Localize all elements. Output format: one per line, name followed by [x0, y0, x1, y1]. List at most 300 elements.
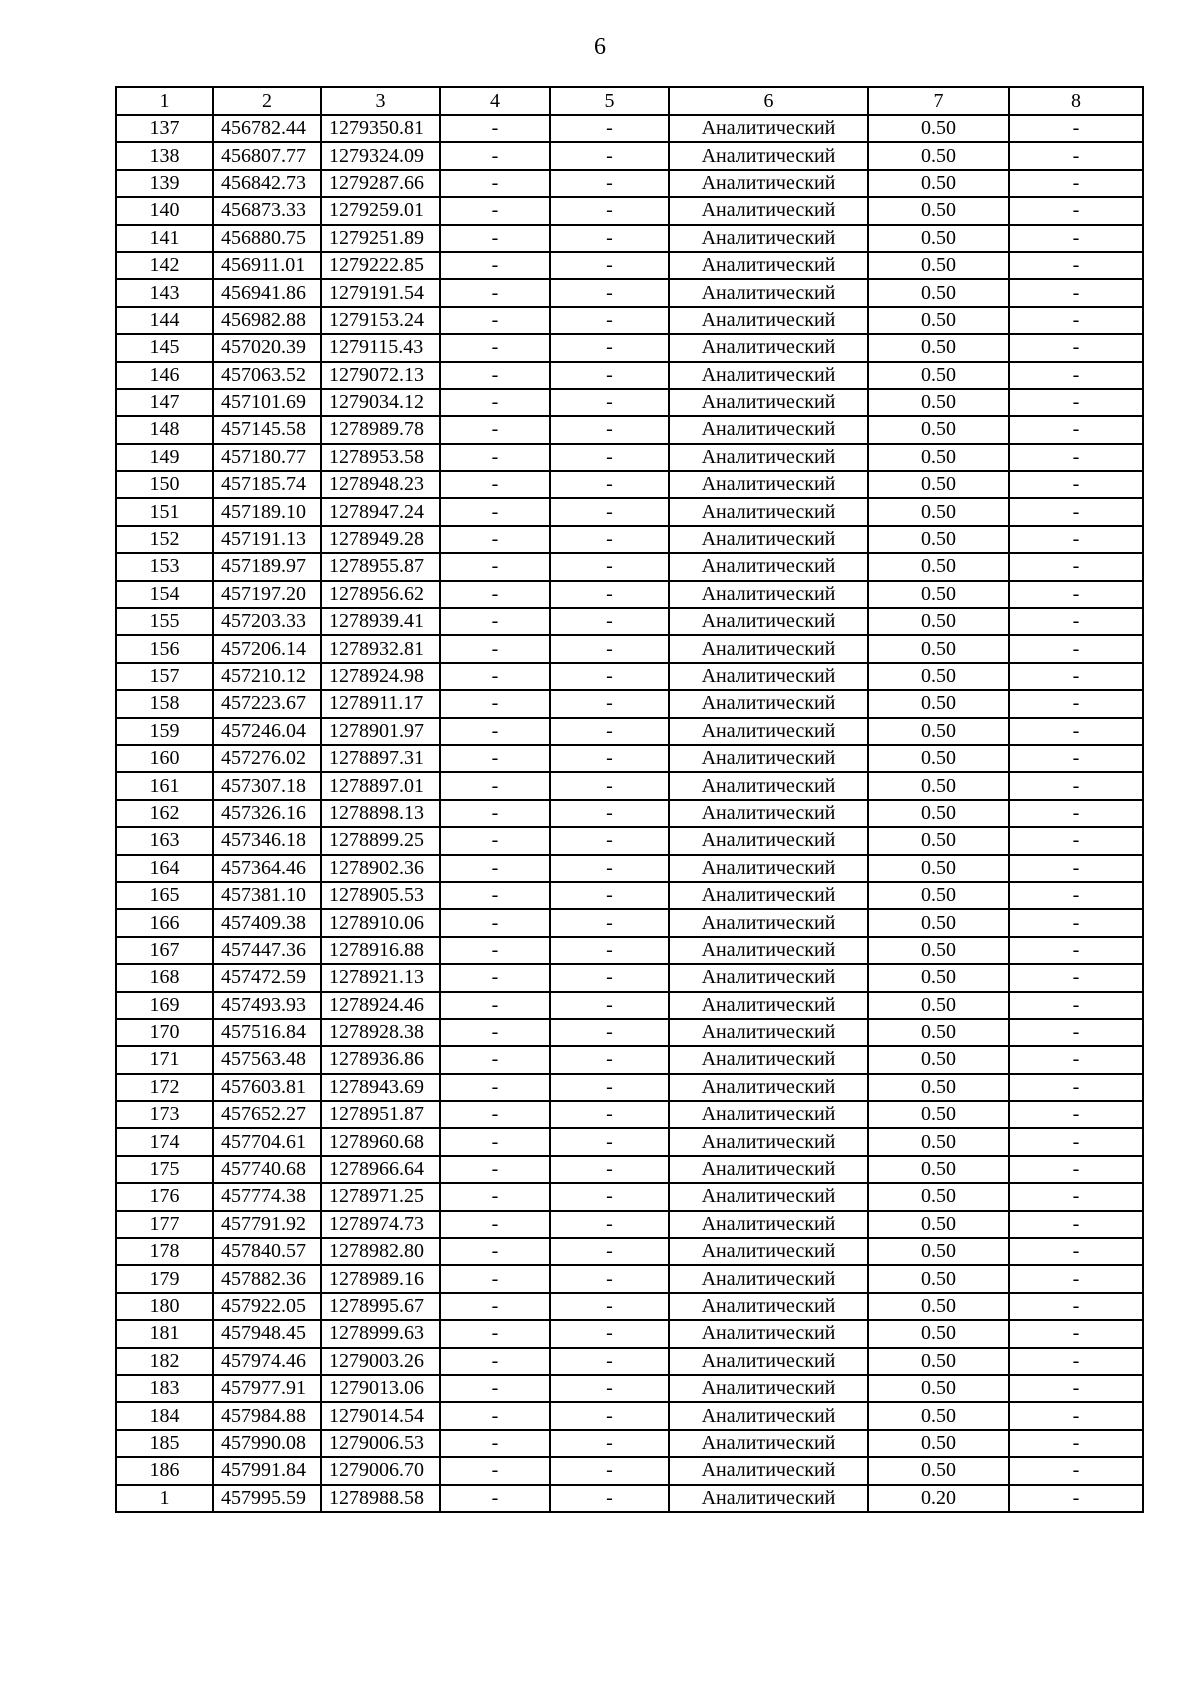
table-cell-col-3: 1278971.25: [321, 1183, 440, 1210]
table-row: [116, 964, 1143, 991]
table-row: [116, 1265, 1143, 1292]
table-row: [116, 252, 1143, 279]
table-cell-col-4: -: [440, 1183, 550, 1210]
table-cell-col-1: 151: [116, 498, 213, 525]
table-cell-col-2: 457145.58: [213, 416, 321, 443]
column-header-1: 1: [116, 87, 213, 115]
table-cell-col-7: 0.50: [868, 635, 1009, 662]
table-cell-col-2: 457364.46: [213, 855, 321, 882]
table-cell-col-2: 457189.10: [213, 498, 321, 525]
table-cell-col-2: 457991.84: [213, 1457, 321, 1484]
table-cell-col-5: -: [550, 307, 669, 334]
table-cell-col-5: -: [550, 1375, 669, 1402]
table-cell-col-5: -: [550, 1046, 669, 1073]
table-cell-col-1: 137: [116, 115, 213, 142]
table-cell-col-5: -: [550, 115, 669, 142]
table-cell-col-6: Аналитический: [669, 115, 868, 142]
table-cell-col-5: -: [550, 1101, 669, 1128]
table-cell-col-5: -: [550, 1211, 669, 1238]
table-cell-col-8: -: [1009, 1046, 1143, 1073]
table-cell-col-8: -: [1009, 115, 1143, 142]
table-cell-col-8: -: [1009, 718, 1143, 745]
table-cell-col-3: 1279153.24: [321, 307, 440, 334]
table-cell-col-3: 1278902.36: [321, 855, 440, 882]
table-row: [116, 389, 1143, 416]
table-cell-col-2: 456807.77: [213, 142, 321, 169]
table-cell-col-3: 1278901.97: [321, 718, 440, 745]
table-cell-col-4: -: [440, 909, 550, 936]
table-cell-col-7: 0.50: [868, 909, 1009, 936]
table-cell-col-3: 1278966.64: [321, 1156, 440, 1183]
table-cell-col-6: Аналитический: [669, 1485, 868, 1512]
table-cell-col-1: 147: [116, 389, 213, 416]
table-cell-col-2: 456873.33: [213, 197, 321, 224]
table-cell-col-7: 0.50: [868, 1183, 1009, 1210]
table-cell-col-4: -: [440, 553, 550, 580]
table-cell-col-7: 0.50: [868, 608, 1009, 635]
table-cell-col-8: -: [1009, 170, 1143, 197]
table-cell-col-2: 456880.75: [213, 225, 321, 252]
table-cell-col-8: -: [1009, 526, 1143, 553]
table-cell-col-5: -: [550, 1320, 669, 1347]
table-cell-col-6: Аналитический: [669, 800, 868, 827]
table-cell-col-3: 1278974.73: [321, 1211, 440, 1238]
table-cell-col-7: 0.50: [868, 362, 1009, 389]
table-cell-col-7: 0.50: [868, 937, 1009, 964]
table-cell-col-8: -: [1009, 964, 1143, 991]
table-cell-col-7: 0.50: [868, 389, 1009, 416]
table-cell-col-7: 0.50: [868, 855, 1009, 882]
table-cell-col-3: 1278988.58: [321, 1485, 440, 1512]
table-row: [116, 197, 1143, 224]
table-cell-col-3: 1279191.54: [321, 279, 440, 306]
table-row: [116, 1348, 1143, 1375]
table-cell-col-1: 179: [116, 1265, 213, 1292]
table-cell-col-6: Аналитический: [669, 389, 868, 416]
table-cell-col-5: -: [550, 498, 669, 525]
table-cell-col-6: Аналитический: [669, 909, 868, 936]
table-cell-col-5: -: [550, 718, 669, 745]
table-cell-col-6: Аналитический: [669, 526, 868, 553]
table-cell-col-2: 457977.91: [213, 1375, 321, 1402]
table-cell-col-5: -: [550, 855, 669, 882]
table-cell-col-2: 457223.67: [213, 690, 321, 717]
table-cell-col-3: 1278924.46: [321, 992, 440, 1019]
table-cell-col-2: 457381.10: [213, 882, 321, 909]
table-cell-col-5: -: [550, 334, 669, 361]
table-cell-col-3: 1278982.80: [321, 1238, 440, 1265]
table-cell-col-3: 1279287.66: [321, 170, 440, 197]
table-cell-col-7: 0.50: [868, 745, 1009, 772]
table-row: [116, 1457, 1143, 1484]
table-cell-col-6: Аналитический: [669, 279, 868, 306]
table-cell-col-7: 0.50: [868, 1375, 1009, 1402]
table-cell-col-2: 457882.36: [213, 1265, 321, 1292]
table-cell-col-6: Аналитический: [669, 882, 868, 909]
column-header-4: 4: [440, 87, 550, 115]
table-row: [116, 362, 1143, 389]
table-cell-col-2: 457840.57: [213, 1238, 321, 1265]
table-cell-col-4: -: [440, 745, 550, 772]
table-cell-col-6: Аналитический: [669, 1375, 868, 1402]
table-cell-col-6: Аналитический: [669, 1211, 868, 1238]
table-cell-col-1: 159: [116, 718, 213, 745]
table-cell-col-5: -: [550, 225, 669, 252]
table-cell-col-3: 1278905.53: [321, 882, 440, 909]
table-cell-col-5: -: [550, 279, 669, 306]
table-row: [116, 635, 1143, 662]
table-row: [116, 1019, 1143, 1046]
table-cell-col-2: 457346.18: [213, 827, 321, 854]
table-row: [116, 1211, 1143, 1238]
table-cell-col-1: 167: [116, 937, 213, 964]
table-cell-col-2: 457020.39: [213, 334, 321, 361]
table-cell-col-8: -: [1009, 635, 1143, 662]
table-row: [116, 444, 1143, 471]
table-cell-col-3: 1278960.68: [321, 1128, 440, 1155]
table-cell-col-2: 457246.04: [213, 718, 321, 745]
table-cell-col-8: -: [1009, 690, 1143, 717]
table-cell-col-3: 1279006.70: [321, 1457, 440, 1484]
table-cell-col-3: 1278924.98: [321, 663, 440, 690]
page-number: 6: [594, 34, 606, 60]
table-cell-col-3: 1278932.81: [321, 635, 440, 662]
table-cell-col-2: 457516.84: [213, 1019, 321, 1046]
table-cell-col-8: -: [1009, 827, 1143, 854]
table-row: [116, 772, 1143, 799]
table-cell-col-2: 457326.16: [213, 800, 321, 827]
table-cell-col-1: 163: [116, 827, 213, 854]
table-cell-col-5: -: [550, 471, 669, 498]
table-cell-col-8: -: [1009, 225, 1143, 252]
table-cell-col-3: 1278948.23: [321, 471, 440, 498]
column-header-7: 7: [868, 87, 1009, 115]
table-cell-col-7: 0.20: [868, 1485, 1009, 1512]
table-cell-col-8: -: [1009, 909, 1143, 936]
table-cell-col-3: 1278943.69: [321, 1074, 440, 1101]
table-cell-col-2: 456782.44: [213, 115, 321, 142]
table-cell-col-7: 0.50: [868, 964, 1009, 991]
table-cell-col-7: 0.50: [868, 225, 1009, 252]
table-cell-col-4: -: [440, 389, 550, 416]
table-cell-col-4: -: [440, 1375, 550, 1402]
table-cell-col-1: 165: [116, 882, 213, 909]
table-cell-col-4: -: [440, 252, 550, 279]
table-body: [116, 115, 1143, 1512]
table-cell-col-7: 0.50: [868, 1019, 1009, 1046]
table-cell-col-3: 1278916.88: [321, 937, 440, 964]
table-cell-col-7: 0.50: [868, 882, 1009, 909]
table-cell-col-4: -: [440, 1265, 550, 1292]
table-cell-col-4: -: [440, 772, 550, 799]
table-cell-col-3: 1279003.26: [321, 1348, 440, 1375]
table-cell-col-6: Аналитический: [669, 1293, 868, 1320]
table-cell-col-2: 457180.77: [213, 444, 321, 471]
table-cell-col-4: -: [440, 1320, 550, 1347]
table-cell-col-6: Аналитический: [669, 1348, 868, 1375]
table-row: [116, 690, 1143, 717]
table-cell-col-6: Аналитический: [669, 1019, 868, 1046]
table-cell-col-2: 457307.18: [213, 772, 321, 799]
table-cell-col-7: 0.50: [868, 827, 1009, 854]
table-cell-col-2: 457791.92: [213, 1211, 321, 1238]
table-cell-col-3: 1278936.86: [321, 1046, 440, 1073]
table-cell-col-2: 457974.46: [213, 1348, 321, 1375]
table-cell-col-1: 173: [116, 1101, 213, 1128]
table-cell-col-2: 457189.97: [213, 553, 321, 580]
table-cell-col-3: 1278989.78: [321, 416, 440, 443]
table-cell-col-5: -: [550, 1348, 669, 1375]
table-cell-col-5: -: [550, 745, 669, 772]
table-cell-col-4: -: [440, 1211, 550, 1238]
table-cell-col-3: 1278911.17: [321, 690, 440, 717]
table-cell-col-7: 0.50: [868, 1101, 1009, 1128]
table-cell-col-5: -: [550, 444, 669, 471]
table-cell-col-5: -: [550, 1402, 669, 1429]
table-cell-col-4: -: [440, 170, 550, 197]
table-row: [116, 581, 1143, 608]
table-cell-col-6: Аналитический: [669, 553, 868, 580]
table-cell-col-5: -: [550, 1430, 669, 1457]
table-cell-col-1: 162: [116, 800, 213, 827]
table-cell-col-7: 0.50: [868, 1046, 1009, 1073]
table-cell-col-7: 0.50: [868, 800, 1009, 827]
table-cell-col-2: 457101.69: [213, 389, 321, 416]
table-cell-col-2: 457447.36: [213, 937, 321, 964]
table-cell-col-1: 141: [116, 225, 213, 252]
table-cell-col-7: 0.50: [868, 718, 1009, 745]
table-cell-col-8: -: [1009, 855, 1143, 882]
table-cell-col-3: 1278951.87: [321, 1101, 440, 1128]
table-cell-col-6: Аналитический: [669, 663, 868, 690]
table-cell-col-1: 149: [116, 444, 213, 471]
table-cell-col-7: 0.50: [868, 1320, 1009, 1347]
table-cell-col-8: -: [1009, 800, 1143, 827]
table-cell-col-4: -: [440, 444, 550, 471]
table-cell-col-3: 1278995.67: [321, 1293, 440, 1320]
table-cell-col-1: 175: [116, 1156, 213, 1183]
table-cell-col-7: 0.50: [868, 526, 1009, 553]
table-cell-col-4: -: [440, 1238, 550, 1265]
table-cell-col-6: Аналитический: [669, 1430, 868, 1457]
table-cell-col-8: -: [1009, 1348, 1143, 1375]
table-row: [116, 115, 1143, 142]
table-row: [116, 553, 1143, 580]
table-cell-col-6: Аналитический: [669, 170, 868, 197]
table-cell-col-2: 457409.38: [213, 909, 321, 936]
table-cell-col-1: 139: [116, 170, 213, 197]
table-cell-col-4: -: [440, 663, 550, 690]
table-cell-col-5: -: [550, 663, 669, 690]
table-cell-col-2: 457984.88: [213, 1402, 321, 1429]
table-cell-col-1: 183: [116, 1375, 213, 1402]
table-cell-col-6: Аналитический: [669, 581, 868, 608]
table-row: [116, 471, 1143, 498]
table-cell-col-2: 456941.86: [213, 279, 321, 306]
table-cell-col-8: -: [1009, 663, 1143, 690]
table-cell-col-4: -: [440, 937, 550, 964]
table-cell-col-3: 1279014.54: [321, 1402, 440, 1429]
table-cell-col-5: -: [550, 964, 669, 991]
table-cell-col-1: 150: [116, 471, 213, 498]
table-cell-col-2: 457948.45: [213, 1320, 321, 1347]
table-cell-col-4: -: [440, 992, 550, 1019]
table-row: [116, 800, 1143, 827]
table-row: [116, 142, 1143, 169]
table-row: [116, 663, 1143, 690]
table-cell-col-3: 1278910.06: [321, 909, 440, 936]
table-cell-col-1: 145: [116, 334, 213, 361]
table-cell-col-6: Аналитический: [669, 444, 868, 471]
table-cell-col-2: 457210.12: [213, 663, 321, 690]
table-cell-col-7: 0.50: [868, 307, 1009, 334]
table-cell-col-3: 1279259.01: [321, 197, 440, 224]
table-cell-col-7: 0.50: [868, 498, 1009, 525]
table-cell-col-6: Аналитический: [669, 964, 868, 991]
table-cell-col-8: -: [1009, 362, 1143, 389]
table-cell-col-8: -: [1009, 252, 1143, 279]
table-cell-col-5: -: [550, 1265, 669, 1292]
table-cell-col-4: -: [440, 279, 550, 306]
table-cell-col-5: -: [550, 416, 669, 443]
table-cell-col-1: 142: [116, 252, 213, 279]
table-cell-col-4: -: [440, 1156, 550, 1183]
table-cell-col-3: 1278999.63: [321, 1320, 440, 1347]
table-cell-col-4: -: [440, 498, 550, 525]
table-cell-col-5: -: [550, 1128, 669, 1155]
table-cell-col-4: -: [440, 1430, 550, 1457]
table-cell-col-4: -: [440, 362, 550, 389]
table-cell-col-8: -: [1009, 882, 1143, 909]
table-cell-col-8: -: [1009, 307, 1143, 334]
table-cell-col-3: 1278899.25: [321, 827, 440, 854]
table-cell-col-7: 0.50: [868, 553, 1009, 580]
table-cell-col-3: 1279324.09: [321, 142, 440, 169]
table-cell-col-1: 174: [116, 1128, 213, 1155]
table-cell-col-2: 457063.52: [213, 362, 321, 389]
table-cell-col-8: -: [1009, 1211, 1143, 1238]
table-cell-col-3: 1279072.13: [321, 362, 440, 389]
table-row: [116, 1430, 1143, 1457]
table-cell-col-8: -: [1009, 142, 1143, 169]
table-cell-col-8: -: [1009, 581, 1143, 608]
table-cell-col-6: Аналитический: [669, 1320, 868, 1347]
table-cell-col-1: 177: [116, 1211, 213, 1238]
table-cell-col-6: Аналитический: [669, 937, 868, 964]
table-cell-col-4: -: [440, 964, 550, 991]
table-cell-col-2: 457472.59: [213, 964, 321, 991]
table-cell-col-8: -: [1009, 444, 1143, 471]
table-cell-col-1: 160: [116, 745, 213, 772]
table-cell-col-1: 156: [116, 635, 213, 662]
table-cell-col-7: 0.50: [868, 992, 1009, 1019]
table-cell-col-3: 1278921.13: [321, 964, 440, 991]
table-cell-col-8: -: [1009, 745, 1143, 772]
table-cell-col-4: -: [440, 1457, 550, 1484]
table-cell-col-5: -: [550, 1183, 669, 1210]
table-cell-col-4: -: [440, 635, 550, 662]
table-row: [116, 909, 1143, 936]
table-cell-col-1: 180: [116, 1293, 213, 1320]
table-cell-col-8: -: [1009, 1074, 1143, 1101]
table-cell-col-6: Аналитический: [669, 1402, 868, 1429]
table-cell-col-7: 0.50: [868, 1457, 1009, 1484]
table-cell-col-5: -: [550, 1485, 669, 1512]
table-cell-col-5: -: [550, 526, 669, 553]
table-row: [116, 334, 1143, 361]
table-cell-col-1: 148: [116, 416, 213, 443]
coordinates-table: [115, 86, 1144, 1513]
table-cell-col-1: 181: [116, 1320, 213, 1347]
table-cell-col-8: -: [1009, 197, 1143, 224]
table-cell-col-7: 0.50: [868, 416, 1009, 443]
table-cell-col-1: 164: [116, 855, 213, 882]
table-cell-col-1: 138: [116, 142, 213, 169]
table-cell-col-8: -: [1009, 1457, 1143, 1484]
table-row: [116, 608, 1143, 635]
table-cell-col-8: -: [1009, 1402, 1143, 1429]
table-cell-col-5: -: [550, 909, 669, 936]
table-row: [116, 992, 1143, 1019]
table-cell-col-7: 0.50: [868, 1156, 1009, 1183]
table-cell-col-5: -: [550, 827, 669, 854]
table-cell-col-4: -: [440, 1485, 550, 1512]
table-cell-col-2: 457922.05: [213, 1293, 321, 1320]
table-cell-col-6: Аналитический: [669, 498, 868, 525]
table-cell-col-1: 176: [116, 1183, 213, 1210]
table-header-row: [116, 87, 1143, 115]
table-cell-col-6: Аналитический: [669, 1101, 868, 1128]
column-header-2: 2: [213, 87, 321, 115]
table-cell-col-1: 184: [116, 1402, 213, 1429]
table-cell-col-4: -: [440, 1348, 550, 1375]
table-cell-col-4: -: [440, 225, 550, 252]
table-cell-col-5: -: [550, 800, 669, 827]
table-row: [116, 1074, 1143, 1101]
table-cell-col-6: Аналитический: [669, 225, 868, 252]
column-header-8: 8: [1009, 87, 1143, 115]
table-row: [116, 526, 1143, 553]
table-cell-col-7: 0.50: [868, 1211, 1009, 1238]
table-cell-col-7: 0.50: [868, 1238, 1009, 1265]
table-cell-col-4: -: [440, 1402, 550, 1429]
table-cell-col-2: 457740.68: [213, 1156, 321, 1183]
table-cell-col-1: 157: [116, 663, 213, 690]
table-cell-col-4: -: [440, 1128, 550, 1155]
table-row: [116, 882, 1143, 909]
table-cell-col-7: 0.50: [868, 1293, 1009, 1320]
table-cell-col-2: 457276.02: [213, 745, 321, 772]
table-cell-col-6: Аналитический: [669, 471, 868, 498]
table-cell-col-5: -: [550, 937, 669, 964]
table-cell-col-6: Аналитический: [669, 142, 868, 169]
table-cell-col-4: -: [440, 690, 550, 717]
table-cell-col-8: -: [1009, 279, 1143, 306]
table-cell-col-6: Аналитический: [669, 1128, 868, 1155]
table-cell-col-1: 144: [116, 307, 213, 334]
table-cell-col-3: 1278897.01: [321, 772, 440, 799]
table-cell-col-1: 186: [116, 1457, 213, 1484]
table-cell-col-7: 0.50: [868, 1430, 1009, 1457]
table-cell-col-6: Аналитический: [669, 334, 868, 361]
table-cell-col-1: 166: [116, 909, 213, 936]
table-cell-col-6: Аналитический: [669, 1238, 868, 1265]
table-row: [116, 1238, 1143, 1265]
table-cell-col-6: Аналитический: [669, 718, 868, 745]
table-cell-col-1: 155: [116, 608, 213, 635]
table-cell-col-5: -: [550, 1156, 669, 1183]
table-cell-col-6: Аналитический: [669, 608, 868, 635]
